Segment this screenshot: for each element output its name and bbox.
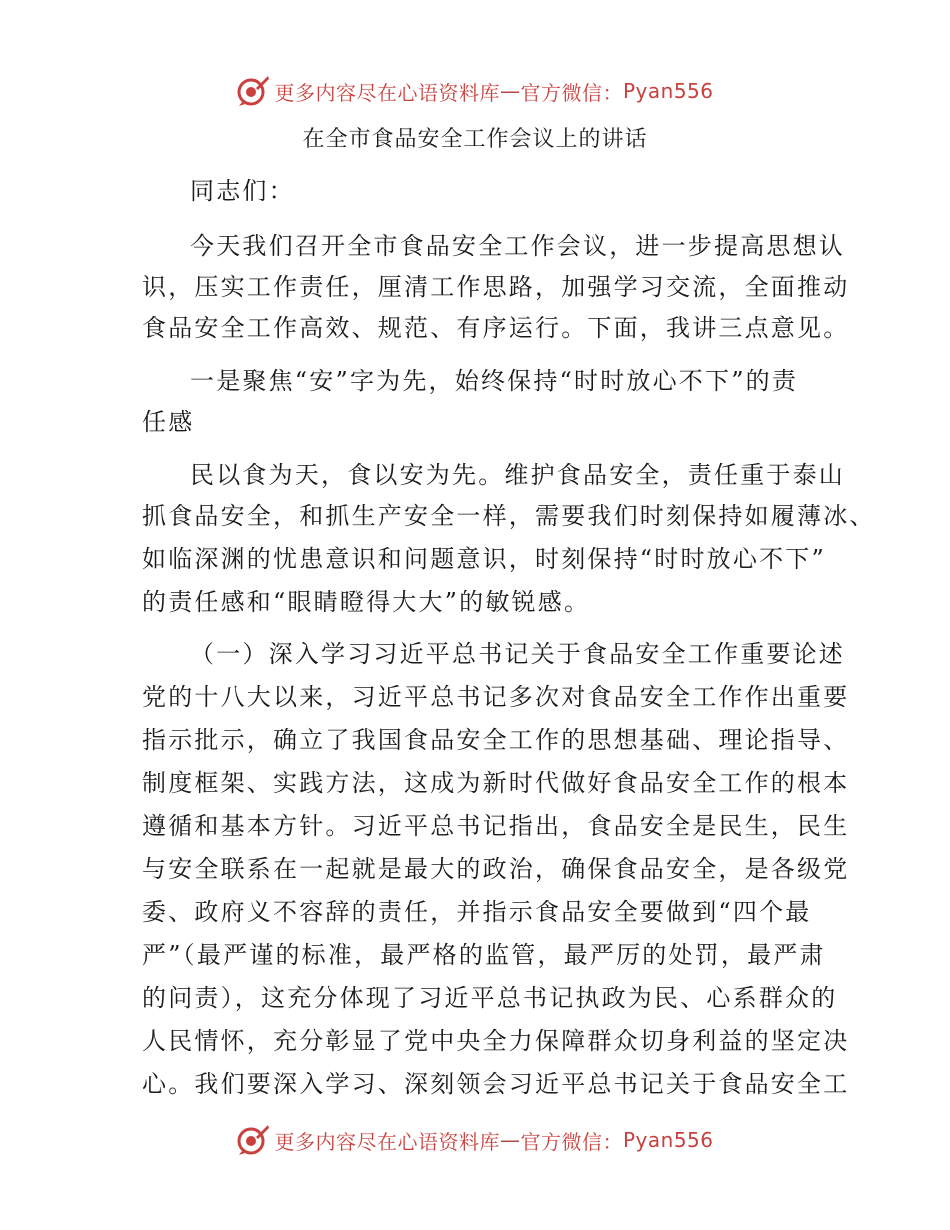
logo-pen-icon xyxy=(236,1123,270,1157)
paragraph-line: 制度框架、实践方法，这成为新时代做好食品安全工作的根本 xyxy=(142,769,850,797)
paragraph-line: 如临深渊的忧患意识和问题意识，时刻保持“时时放心不下” xyxy=(142,545,826,573)
salutation: 同志们： xyxy=(190,177,295,205)
paragraph-line: 党的十八大以来，习近平总书记多次对食品安全工作作出重要 xyxy=(142,683,850,711)
banner-separator: — xyxy=(499,79,521,103)
paragraph-line: 与安全联系在一起就是最大的政治，确保食品安全，是各级党 xyxy=(142,855,850,883)
paragraph-line: 民以食为天，食以安为先。维护食品安全，责任重于泰山 xyxy=(190,461,845,489)
banner-text: 更多内容尽在心语资料库 xyxy=(274,80,500,105)
logo-pen-icon xyxy=(236,74,270,108)
paragraph-line: 抓食品安全，和抓生产安全一样，需要我们时刻保持如履薄冰、 xyxy=(142,502,876,530)
paragraph-line: 的问责），这充分体现了习近平总书记执政为民、心系群众的 xyxy=(142,984,838,1012)
paragraph-line: 指示批示，确立了我国食品安全工作的思想基础、理论指导、 xyxy=(142,726,850,754)
paragraph-line: 识，压实工作责任，厘清工作思路，加强学习交流，全面推动 xyxy=(142,273,850,301)
header-banner xyxy=(0,71,950,111)
document-title: 在全市食品安全工作会议上的讲话 xyxy=(302,127,648,152)
banner-wechat-id: Pyan556 xyxy=(622,79,714,103)
paragraph-line: 今天我们召开全市食品安全工作会议，进一步提高思想认 xyxy=(190,232,845,260)
paragraph-line: 食品安全工作高效、规范、有序运行。下面，我讲三点意见。 xyxy=(142,314,850,342)
paragraph-line: 人民情怀，充分彰显了党中央全力保障群众切身利益的坚定决 xyxy=(142,1027,850,1055)
banner-wechat-id: Pyan556 xyxy=(622,1128,714,1152)
subsection-heading: （一）深入学习习近平总书记关于食品安全工作重要论述 xyxy=(190,640,845,668)
paragraph-line: 的责任感和“眼睛瞪得大大”的敏锐感。 xyxy=(142,588,591,616)
paragraph-line: 严”（最严谨的标准，最严格的监管，最严厉的处罚，最严肃 xyxy=(142,941,826,969)
banner-wechat-label: 官方微信： xyxy=(520,80,623,105)
section-heading: 一是聚焦“安”字为先，始终保持“时时放心不下”的责 xyxy=(190,367,799,395)
banner-separator: — xyxy=(499,1128,521,1152)
paragraph-line: 心。我们要深入学习、深刻领会习近平总书记关于食品安全工 xyxy=(142,1070,850,1098)
banner-wechat-label: 官方微信： xyxy=(520,1129,623,1154)
section-heading: 任感 xyxy=(142,408,195,436)
banner-text: 更多内容尽在心语资料库 xyxy=(274,1129,500,1154)
paragraph-line: 委、政府义不容辞的责任，并指示食品安全要做到“四个最 xyxy=(142,898,812,926)
paragraph-line: 遵循和基本方针。习近平总书记指出，食品安全是民生，民生 xyxy=(142,812,850,840)
footer-banner xyxy=(0,1120,950,1160)
